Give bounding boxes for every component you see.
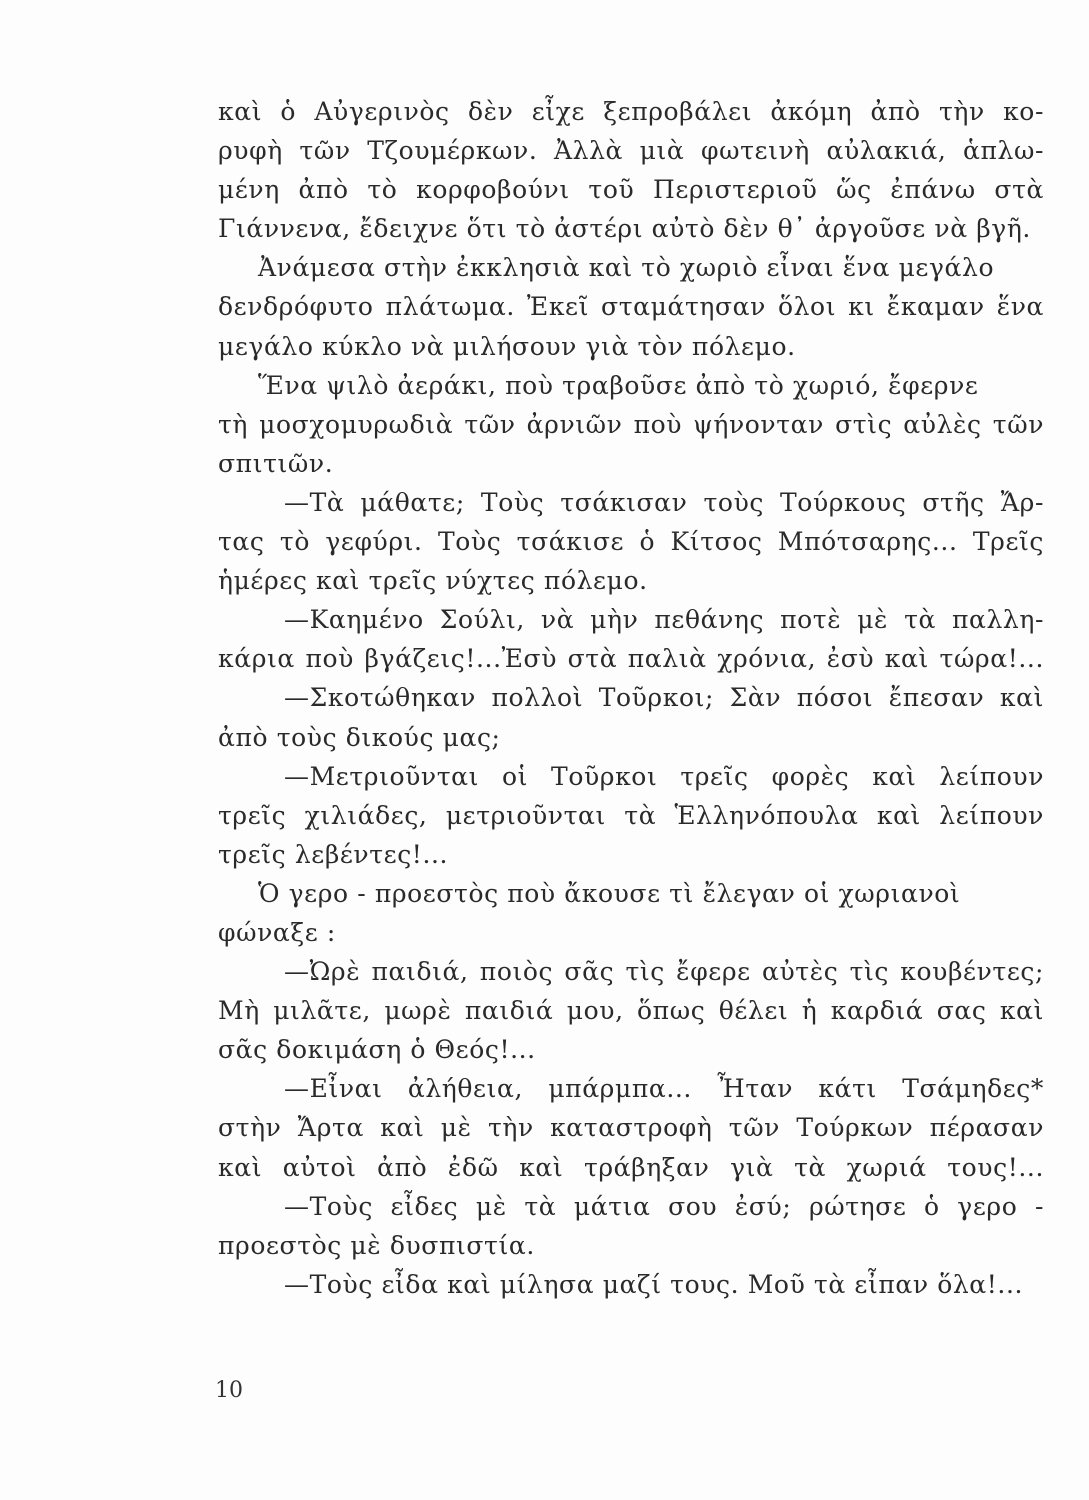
- text-line: τὴ μοσχομυρωδιὰ τῶν ἀρνιῶν ποὺ ψήνονταν στὶς αὐλὲς τῶν: [218, 409, 1044, 439]
- text-line: —Μετριοῦνται οἱ Τοῦρκοι τρεῖς φορὲς καὶ λείπουν: [284, 761, 1044, 791]
- text-line: τρεῖς χιλιάδες, μετριοῦνται τὰ Ἑλληνόπουλα καὶ λείπουν: [218, 800, 1044, 830]
- text-line: Γιάννενα, ἔδειχνε ὅτι τὸ ἀστέρι αὐτὸ δὲν θ᾽ ἀργοῦσε νὰ βγῆ.: [218, 214, 1031, 244]
- text-line: τρεῖς λεβέντες!...: [218, 839, 449, 869]
- text-line: καὶ ὁ Αὐγερινὸς δὲν εἶχε ξεπροβάλει ἀκόμη ἀπὸ τὴν κο-: [218, 97, 1044, 126]
- text-line: ἀπὸ τοὺς δικούς μας;: [218, 722, 501, 752]
- text-line: μένη ἀπὸ τὸ κορφοβούνι τοῦ Περιστεριοῦ ὥς ἐπάνω στὰ: [218, 175, 1044, 205]
- text-line: προεστὸς μὲ δυσπιστία.: [218, 1230, 535, 1260]
- body-text: [218, 92, 1044, 1304]
- text-line: —Ὠρὲ παιδιά, ποιὸς σᾶς τὶς ἔφερε αὐτὲς τὶς κουβέντες;: [284, 957, 1044, 987]
- text-line: —Σκοτώθηκαν πολλοὶ Τοῦρκοι; Σὰν πόσοι ἔπεσαν καὶ: [284, 683, 1044, 713]
- text-line: μεγάλο κύκλο νὰ μιλήσουν γιὰ τὸν πόλεμο.: [218, 331, 796, 361]
- text-line: Ὁ γερο - προεστὸς ποὺ ἄκουσε τὶ ἔλεγαν οἱ χωριανοὶ: [258, 878, 961, 908]
- text-line: —Τοὺς εἶδες μὲ τὰ μάτια σου ἐσύ; ρώτησε ὁ γερο -: [284, 1191, 1044, 1221]
- text-line: ρυφὴ τῶν Τζουμέρκων. Ἀλλὰ μιὰ φωτεινὴ αὐλακιά, ἁπλω-: [218, 136, 1044, 166]
- text-line: —Τὰ μάθατε; Τοὺς τσάκισαν τοὺς Τούρκους στῆς Ἄρ-: [284, 487, 1044, 517]
- text-line: —Τοὺς εἶδα καὶ μίλησα μαζί τους. Μοῦ τὰ εἶπαν ὅλα!...: [284, 1269, 1024, 1299]
- text-line: Μὴ μιλᾶτε, μωρὲ παιδιά μου, ὅπως θέλει ἡ καρδιά σας καὶ: [218, 996, 1044, 1026]
- text-line: σπιτιῶν.: [218, 448, 334, 478]
- text-line: φώναξε :: [218, 917, 336, 947]
- text-line: τας τὸ γεφύρι. Τοὺς τσάκισε ὁ Κίτσος Μπότσαρης... Τρεῖς: [218, 527, 1044, 557]
- text-line: —Εἶναι ἀλήθεια, μπάρμπα... Ἦταν κάτι Τσάμηδες*: [284, 1074, 1044, 1104]
- text-line: ἡμέρες καὶ τρεῖς νύχτες πόλεμο.: [218, 566, 648, 596]
- page-number: 10: [215, 1378, 243, 1403]
- text-line: —Καημένο Σούλι, νὰ μὴν πεθάνης ποτὲ μὲ τὰ παλλη-: [284, 605, 1044, 635]
- text-line: σᾶς δοκιμάση ὁ Θεός!...: [218, 1035, 536, 1065]
- text-line: κάρια ποὺ βγάζεις!...Ἐσὺ στὰ παλιὰ χρόνια, ἐσὺ καὶ τώρα!...: [218, 644, 1044, 674]
- text-line: στὴν Ἄρτα καὶ μὲ τὴν καταστροφὴ τῶν Τούρκων πέρασαν: [218, 1113, 1044, 1143]
- text-line: δενδρόφυτο πλάτωμα. Ἐκεῖ σταμάτησαν ὅλοι κι ἔκαμαν ἕνα: [218, 292, 1044, 322]
- text-line: καὶ αὐτοὶ ἀπὸ ἐδῶ καὶ τράβηξαν γιὰ τὰ χωριά τους!...: [218, 1152, 1044, 1182]
- text-line: Ἕνα ψιλὸ ἀεράκι, ποὺ τραβοῦσε ἀπὸ τὸ χωριό, ἔφερνε: [258, 370, 979, 400]
- text-line: Ἀνάμεσα στὴν ἐκκλησιὰ καὶ τὸ χωριὸ εἶναι ἕνα μεγάλο: [258, 253, 995, 283]
